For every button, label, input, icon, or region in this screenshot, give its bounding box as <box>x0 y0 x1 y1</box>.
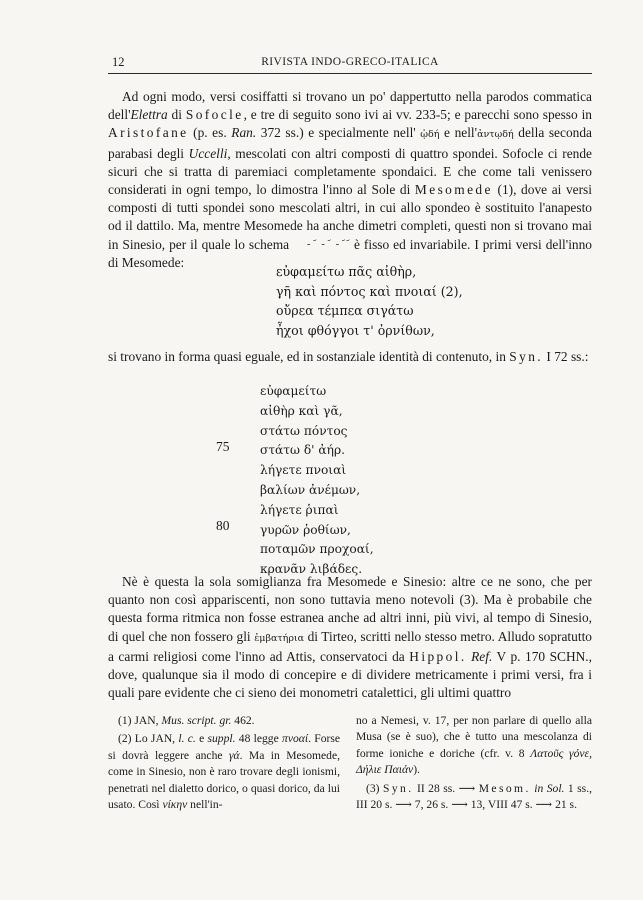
running-header <box>108 53 592 74</box>
verse-line: εὐφαμείτω <box>260 384 327 398</box>
footnotes-left <box>108 713 340 815</box>
metrical-schema: - ᷄ - ᷄ - ᷄ ᷄ <box>307 238 351 250</box>
verse-line: κρανᾶν λιβάδες. <box>260 562 363 577</box>
paragraph-3: Nè è questa la sola somiglianza fra Mesomede e Sinesio: altre ce ne sono, che per quanto non così appariscenti, non sono tuttavia meno notevoli (3). Ma è probabile che questa forma ritmica non fosse estranea anche ad altri inni, più vivi, al tempo di Sinesio, di quel che non fossero gli ἐμβατήρια di Tirteo, scritti nello stesso metro. Alludo sopratutto a carmi religiosi come l'inno ad Attis, conservatoci da Hippol. Ref. V p. 170 SCHN., dove, qualunque sia il modo di concepire e di dividere metricamente i primi versi, fra i quali pare evidente che ci sieno dei monometri catalettici, gli ultimi quattro <box>108 574 592 701</box>
paragraph-1: Ad ogni modo, versi cosiffatti si trovano un po' dappertutto nella parodos commatica dell'Elettra di Sofocle, e tre di seguito sono ivi ai vv. 233-5; e parecchi sono spesso in Aristofane (p. es. Ran. 372 ss.) e specialmente nell' ᾠδή e nell'ἀντῳδή della seconda parabasi degli Uccelli, mescolati con altri composti di quattro spondei. Sofocle ci rende sicuri che si tratta di paremiaci completamente spondaici. E che come tali venissero considerati in ogni tempo, lo dimostra l'inno al Sole di Mesomede (1), dove ai versi composti di tutti spondei sono mescolati altri, in cui allo spondeo è sostituito l'anapesto od il dattilo. Ma, mentre Mesomede ha anche dimetri completi, questi non si trovano mai in Sinesio, per il quale lo schema - ᷄ - ᷄ - ᷄ ᷄ è fisso ed invariabile. I primi versi dell'inno di Mesomede: <box>108 89 592 270</box>
verse-line: οὔρεα τέμπεα σιγάτω <box>276 303 414 319</box>
page-number: 12 <box>112 55 125 69</box>
verse-line: στάτω πόντος <box>260 423 348 438</box>
verse-line: λήγετε πνοιαὶ <box>260 463 347 478</box>
verse-line: βαλίων ἀνέμων, <box>260 482 361 497</box>
running-title: RIVISTA INDO-GRECO-ITALICA <box>261 56 439 68</box>
footnote-3: (3) Syn. II 28 ss. ⟶ Mesom. in Sol. 1 ss., III 20 s. ⟶ 7, 26 s. ⟶ 13, VIII 47 s. ⟶ 21 s. <box>356 781 592 812</box>
footnotes-right <box>356 713 592 815</box>
footnote-2-continued: no a Nemesi, v. 17, per non parlare di quello alla Musa (se è suo), che è tutto una mescolanza di forme ioniche e doriche (cfr. v. 8 Λατοῦς γόνε, Δήλιε Παιάν). <box>356 714 593 777</box>
footnote-1: (1) JAN, Mus. script. gr. 462. <box>118 714 255 727</box>
verse-line: γῆ καὶ πόντος καὶ πνοιαί (2), <box>276 283 463 299</box>
mesomedes-quotation <box>276 262 463 340</box>
verse-line: εὐφαμείτω πᾶς αἰθὴρ, <box>276 264 417 279</box>
line-number-80: 80 <box>216 518 230 533</box>
paragraph-2: si trovano in forma quasi eguale, ed in sostanziale identità di contenuto, in Syn. I 72 ss.: <box>108 349 589 364</box>
verse-line: λήγετε ῥιπαὶ <box>260 502 339 517</box>
footnote-2: (2) Lo JAN, l. c. e suppl. 48 legge πνοαί. Forse si dovrà leggere anche γά. Ma in Mesomede, come in Sinesio, non è raro trovare degli ionismi, penetrati nel dialetto dorico, o quasi dorico, da lui usato. Così νίκην nell'in- <box>108 732 341 812</box>
verse-line: ποταμῶν προχοαί, <box>260 542 374 557</box>
verse-line: ἦχοι φθόγγοι τ' ὀρνίθων, <box>276 322 435 338</box>
line-number-75: 75 <box>216 439 230 454</box>
verse-line: γυρῶν ῥοθίων, <box>260 522 351 537</box>
verse-line: στάτω δ' ἀήρ. <box>260 443 345 458</box>
synesius-quotation <box>260 382 374 580</box>
verse-line: αἰθὴρ καὶ γᾶ, <box>260 403 343 418</box>
